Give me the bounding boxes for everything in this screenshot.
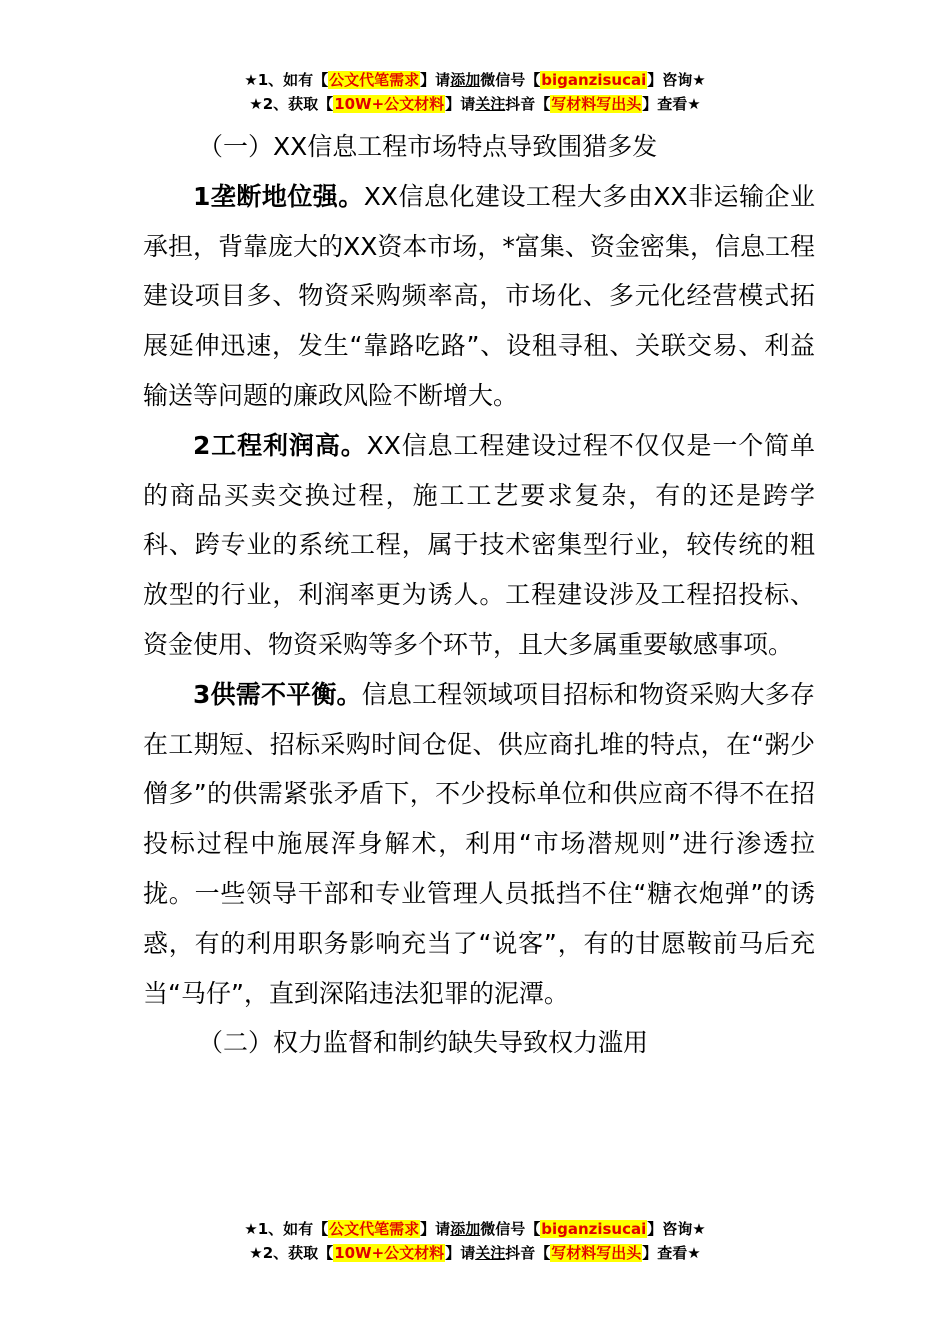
paragraph-2: 2工程利润高。XX信息工程建设过程不仅仅是一个简单的商品买卖交换过程，施工工艺要求复杂，有的还是跨学科、跨专业的系统工程，属于技术密集型行业，较传统的粗放型的行业，利润率更为诱人。工程建设涉及工程招投标、资金使用、物资采购等多个环节，且大多属重要敏感事项。: [143, 430, 815, 659]
section-heading-1: （一）XX信息工程市场特点导致围猎多发: [198, 132, 658, 161]
header-banner: [0, 68, 950, 116]
banner-highlight: 写材料写出头: [551, 95, 642, 113]
paragraph-lead: 1垄断地位强。: [193, 181, 364, 211]
banner-line-1: ★1、如有【公文代笔需求】请添加微信号【biganzisucai】咨询★: [244, 71, 706, 89]
paragraph-3: 3供需不平衡。信息工程领域项目招标和物资采购大多存在工期短、招标采购时间仓促、供应商扎堆的特点，在“粥少僧多”的供需紧张矛盾下，不少投标单位和供应商不得不在招投标过程中施展浑身解术，利用“市场潜规则”进行渗透拉拢。一些领导干部和专业管理人员抵挡不住“糖衣炮弹”的诱惑，有的利用职务影响充当了“说客”，有的甘愿鞍前马后充当“马仔”，直到深陷违法犯罪的泥潭。: [143, 679, 815, 1008]
banner-line-2: ★2、获取【10W+公文材料】请关注抖音【写材料写出头】查看★: [249, 95, 701, 113]
paragraph-lead: 3供需不平衡。: [193, 679, 362, 709]
paragraph-1: 1垄断地位强。XX信息化建设工程大多由XX非运输企业承担，背靠庞大的XX资本市场，*富集、资金密集，信息工程建设项目多、物资采购频率高，市场化、多元化经营模式拓展延伸迅速，发生“靠路吃路”、设租寻租、关联交易、利益输送等问题的廉政风险不断增大。: [143, 181, 815, 410]
paragraph-lead: 2工程利润高。: [193, 430, 367, 460]
banner-highlight: 公文代笔需求: [329, 1220, 420, 1238]
section-heading-2: （二）权力监督和制约缺失导致权力滥用: [198, 1028, 649, 1058]
document-body: [143, 122, 815, 1068]
banner-highlight: 10W+公文材料: [334, 1244, 445, 1262]
footer-banner: [0, 1217, 950, 1265]
banner-line-1: ★1、如有【公文代笔需求】请添加微信号【biganzisucai】咨询★: [244, 1220, 706, 1238]
banner-highlight: biganzisucai: [541, 1220, 647, 1238]
banner-highlight: biganzisucai: [541, 71, 647, 89]
banner-highlight: 公文代笔需求: [329, 71, 420, 89]
banner-line-2: ★2、获取【10W+公文材料】请关注抖音【写材料写出头】查看★: [249, 1244, 701, 1262]
banner-highlight: 10W+公文材料: [334, 95, 445, 113]
banner-highlight: 写材料写出头: [551, 1244, 642, 1262]
